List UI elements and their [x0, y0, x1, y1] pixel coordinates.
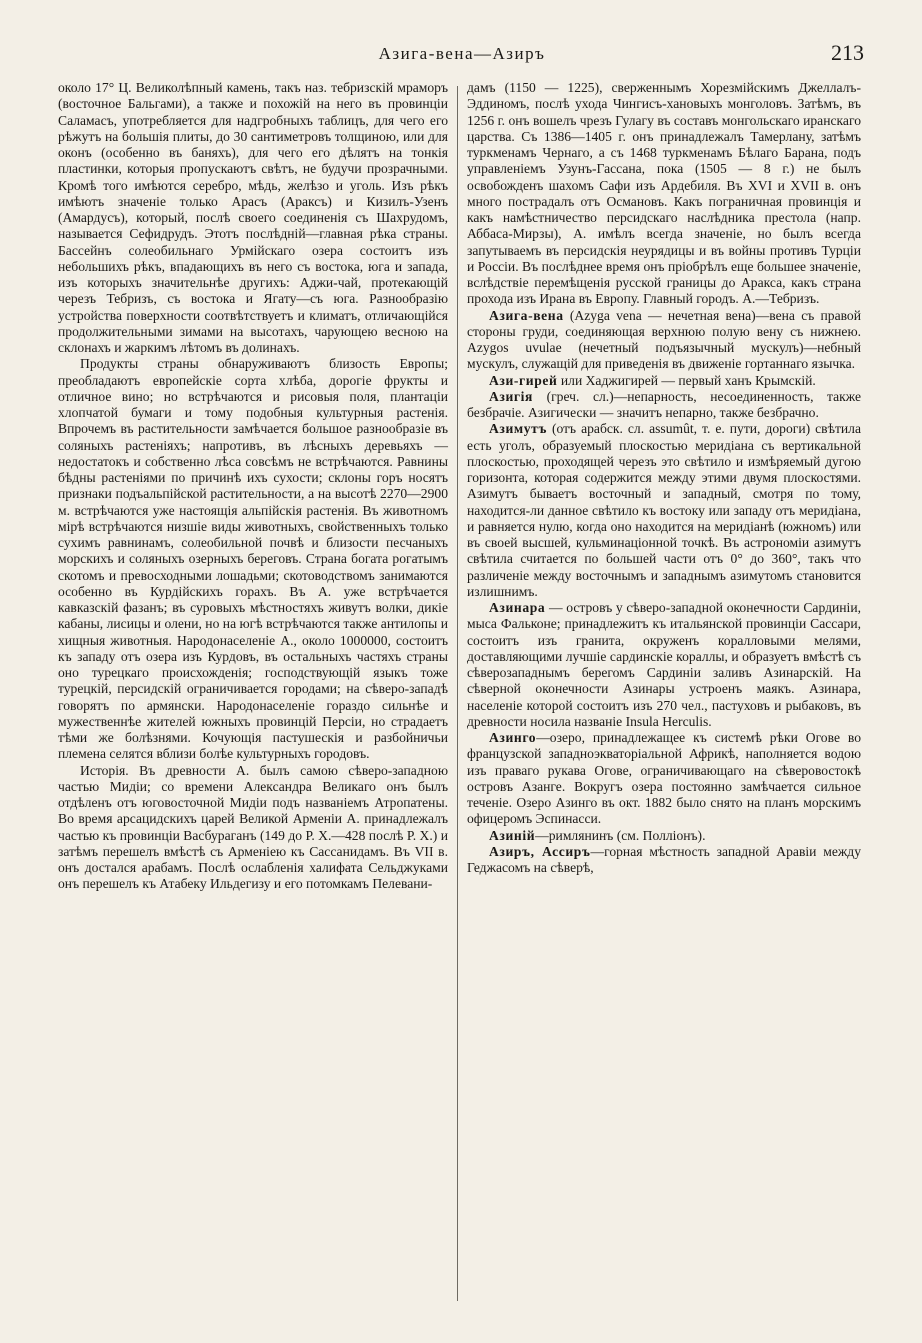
entry-azingo: [467, 730, 861, 828]
entry-azir: [467, 844, 861, 877]
headword: Азимутъ: [489, 421, 547, 437]
entry-azinara: [467, 600, 861, 730]
headword: Азиръ, Ассиръ: [489, 843, 591, 859]
headword: Азигія: [489, 388, 534, 404]
entry-continued: [467, 80, 861, 308]
entry-text: —римлянинъ (см. Полліонъ).: [535, 827, 706, 843]
headword: Азинара: [489, 600, 546, 615]
column-divider: [457, 86, 458, 1301]
entry-text: или Хаджигирей — первый ханъ Крымскій.: [557, 372, 816, 388]
entry-text: — островъ у сѣверо-западной оконечности Сардиніи, мыса Фальконе; принадлежитъ къ итальянской провинціи Сассари, состоитъ изъ гранита, окруженъ коралловыми мелями, доставляющими лучшіе сардинскіе кораллы, и образуетъ вмѣстѣ съ сѣверозападнымъ берегомъ Сардиніи заливъ Азинарскій. На сѣверной оконечности Азинары устроенъ маякъ. Азинара, населеніе которой состоитъ изъ 270 чел., пастуховъ и рыбаковъ, въ древности носила названіе Insula Herculis.: [467, 600, 861, 729]
entry-text: (отъ арабск. сл. assumût, т. е. пути, дороги) свѣтила есть уголъ, образуемый плоскостью меридіана съ вертикальной плоскостью, проходящей черезъ это свѣтило и измѣряемый дугою горизонта, которая содержится между этими двумя плоскостями. Азимутъ бываетъ восточный и западный, смотря по тому, находится-ли данное свѣтило къ востоку или западу отъ меридіана, и равняется нулю, когда оно находится на меридіанѣ (южномъ) или въ своей высшей, кульминаціонной точкѣ. Въ астрономіи азимутъ свѣтила считается по большей части отъ 0° до 360°, такъ что различеніе между восточнымъ и западнымъ азимутомъ становится излишнимъ.: [467, 421, 861, 599]
paragraph-products: Продукты страны обнаруживаютъ близость Европы; преобладаютъ европейскіе сорта хлѣба, дорогіе фрукты и отличное вино; но встрѣчаются и рисовыя поля, плантаціи хлопчатой бумаги и тому подобныя культурныя растенія. Впрочемъ въ растительности замѣчается большое разнообразіе въ соляныхъ растеніяхъ; напротивъ, въ лѣсныхъ деревьяхъ — недостатокъ и собственно лѣса совсѣмъ не встрѣчаются. Равнины бѣдны растеніями по причинѣ ихъ сухости; склоны горъ носятъ признаки подъальпійской растительности, а на высотѣ 2270—2900 м. встрѣчаются уже настоящія альпійскія растенія. Въ животномъ мірѣ встрѣчаются низшіе виды животныхъ, свойственныхъ только сухимъ равнинамъ, солеобильной почвѣ и близости песчаныхъ морскихъ и соляныхъ озерныхъ береговъ. Страна богата рогатымъ скотомъ и превосходными лошадьми; скотоводствомъ занимаются особенно въ Курдійскихъ горахъ. Въ А. уже встрѣчается кавказскій фазанъ; въ суровыхъ мѣстностяхъ живутъ волки, дикіе кабаны, лисицы и олени, но на югѣ встрѣчаются также антилопы и хищныя животныя. Народонаселеніе А., около 1000000, состоитъ къ западу отъ озера изъ Курдовъ, въ остальныхъ частяхъ страны оно турецкаго происхожденія; господствующій языкъ тоже турецкій, персидскій ограничивается городами; на сѣверо-западѣ говорятъ по армянски. Народонаселеніе гораздо сильнѣе и мужественнѣе жителей южныхъ провинцій Персіи, но страдаетъ тѣми же болѣзнями. Кочующія пастушескія и разбойничьи племена селятся вблизи болѣе культурныхъ городовъ.: [58, 356, 448, 762]
entry-text: (греч. сл.)—непарность, несоединенность, также безбрачіе. Азигически — значитъ непарно, также безбрачно.: [467, 388, 861, 420]
entry-aziniy: [467, 828, 861, 844]
entry-azi-girei: [467, 373, 861, 389]
entry-text: (Azyga vena — нечетная вена)—вена съ правой стороны груди, соединяющая верхнюю полую вену съ нижнею. Azygos uvulae (нечетный подъязычный мускулъ)—небный мускулъ, служащій для приведенія въ движеніе гортаннаго язычка.: [467, 307, 861, 372]
headword: Азиній: [489, 827, 536, 843]
paragraph-continued: около 17° Ц. Великолѣпный камень, такъ наз. тебризскій мраморъ (восточное Бальгами), а также и похожій на него въ провинціи Саламасъ, употребляется для надгробныхъ таблицъ, для чего его рѣжутъ на большія плиты, до 30 сантиметровъ толщиною, или для оконъ (особенно въ баняхъ), для чего его дѣлятъ на тонкія пластинки, которыя пропускаютъ свѣтъ, не будучи прозрачными. Кромѣ того имѣются серебро, мѣдь, желѣзо и уголь. Изъ рѣкъ имѣютъ значеніе только Арасъ (Араксъ) и Кизилъ-Узенъ (Амардусъ), который, послѣ своего соединенія съ Шахрудомъ, называется Сефидрудъ. Этотъ послѣдній—главная рѣка страны. Бассейнъ солеобильнаго Урмійскаго озера состоитъ изъ небольшихъ рѣкъ, впадающихъ въ него съ востока, юга и запада, изъ которыхъ значительнѣе другихъ: Аджи-чай, протекающій черезъ Тебризъ, съ востока и Ягату—съ юга. Разнообразію устройства поверхности соотвѣтствуетъ и климатъ, отличающійся продолжительными зимами на высотахъ, чарующею весною на склонахъ и жаркимъ лѣтомъ въ долинахъ.: [58, 80, 448, 355]
entry-azigiya: [467, 389, 861, 422]
paragraph-history: Исторія. Въ древности А. былъ самою сѣверо-западною частью Мидіи; со времени Александра Великаго онъ былъ отдѣленъ отъ юговосточной Мидіи подъ названіемъ Атропатены. Во время арсацидскихъ царей Великой Арменіи А. принадлежалъ частью къ провинціи Васбураганъ (149 до Р. Х.—428 послѣ Р. Х.) и затѣмъ перешелъ вмѣстѣ съ Арменіею къ Сассанидамъ. Въ VII в. онъ достался арабамъ. Послѣ ослабленія халифата Сельджуками онъ перешелъ къ Атабеку Ильдегизу и его потомкамъ Пелевани-: [58, 762, 448, 892]
page-header: [60, 40, 864, 70]
headword: Ази-гирей: [489, 372, 558, 388]
headword: Азинго: [489, 730, 537, 745]
right-column: [467, 80, 861, 876]
running-head: Азига-вена—Азиръ: [378, 44, 546, 63]
left-column: [58, 80, 448, 893]
headword: Азига-вена: [489, 307, 564, 323]
entry-text: —озеро, принадлежащее къ системѣ рѣки Огове во французской западноэкваторіальной Африкѣ, наполняется водою изъ праваго рукава Огове, ограничивающаго на сѣверовостокѣ островъ Азанге. Вокругъ озера постоянно замѣчается сильное теченіе. Озеро Азинго въ окт. 1882 было снято на планъ морскимъ офицеромъ Эспинасси.: [467, 730, 861, 827]
entry-azimut: [467, 421, 861, 600]
page-number: 213: [831, 40, 864, 65]
entry-text: дамъ (1150 — 1225), сверженнымъ Хорезмійскимъ Джеллалъ-Эддиномъ, послѣ ухода Чингисъ-хановыхъ монголовъ. Затѣмъ, въ 1256 г. онъ вошелъ чрезъ Гулагу въ составъ монгольскаго иранскаго царства. Съ 1386—1405 г. онъ принадлежалъ Тамерлану, затѣмъ туркменамъ Чернаго, а съ 1468 туркменамъ Бѣлаго Барана, подъ управленіемъ Узунъ-Гассана, пока (1505 — 8 г.) не былъ освобожденъ шахомъ Сафи изъ Ардебиля. Въ XVI и XVII в. онъ много пострадалъ отъ Османовъ. Какъ пограничная провинція и какъ намѣстничество персидскаго наслѣдника престола (напр. Аббаса-Мирзы), А. имѣлъ всегда значеніе, но былъ всегда запутываемъ въ персидскія неурядицы и въ войны противъ Турціи и Россіи. Въ послѣднее время онъ пріобрѣлъ еще большее значеніе, вслѣдствіе перемѣщенія русской границы до Аракса, какъ страна прохода изъ Ирана въ Европу. Главный городъ. А.—Тебризъ.: [467, 80, 861, 307]
entry-text: —горная мѣстность западной Аравіи между Геджасомъ на сѣверѣ,: [467, 843, 861, 875]
entry-aziga-vena: [467, 308, 861, 373]
